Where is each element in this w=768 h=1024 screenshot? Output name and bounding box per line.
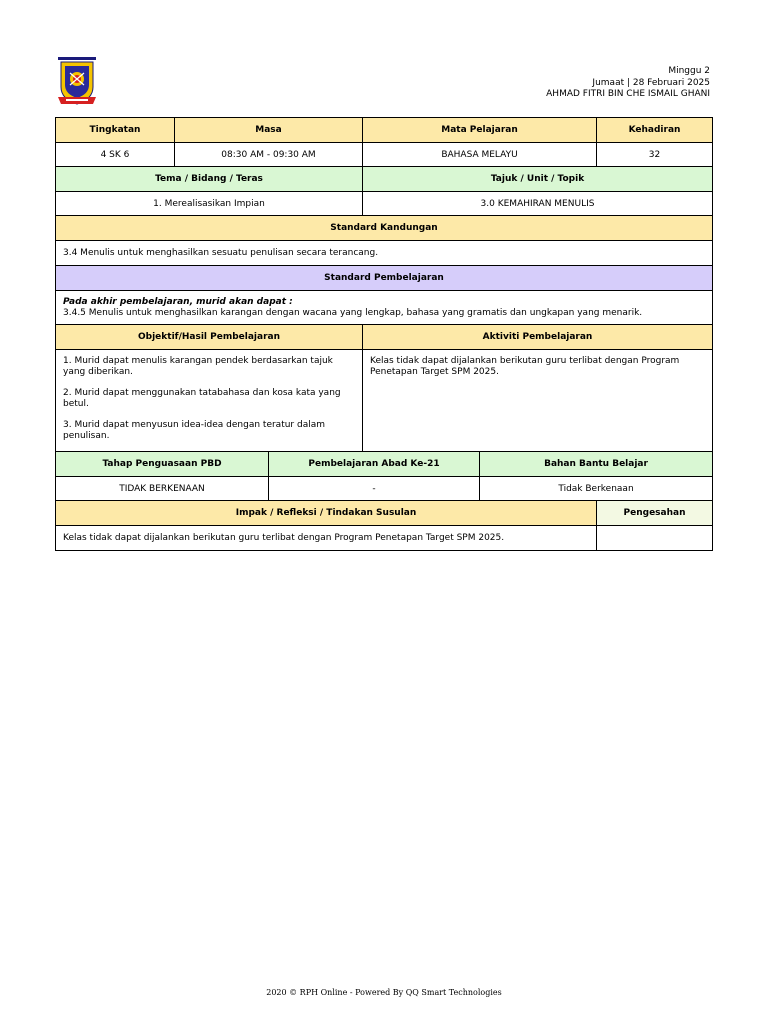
footer-credit: 2020 © RPH Online - Powered By QQ Smart Technologies	[266, 988, 502, 997]
mata-pelajaran-value: BAHASA MELAYU	[363, 143, 597, 167]
lesson-plan-table	[55, 117, 713, 551]
header-masa: Masa	[175, 118, 363, 143]
standard-pembelajaran-value: 3.4.5 Menulis untuk menghasilkan karangan dengan wacana yang lengkap, bahasa yang gramatis dan ungkapan yang menarik.	[63, 307, 643, 318]
pengesahan-label: Pengesahan	[597, 501, 713, 526]
objektif-item: 2. Murid dapat menggunakan tatabahasa dan kosa kata yang betul.	[63, 388, 341, 409]
objektif-list	[56, 350, 363, 452]
aktiviti-label: Aktiviti Pembelajaran	[363, 325, 713, 350]
header-kehadiran: Kehadiran	[597, 118, 713, 143]
week-label: Minggu 2	[668, 66, 710, 76]
tema-label: Tema / Bidang / Teras	[56, 167, 363, 192]
impak-label: Impak / Refleksi / Tindakan Susulan	[56, 501, 597, 526]
header-tingkatan: Tingkatan	[56, 118, 175, 143]
standard-pembelajaran-cell	[56, 291, 713, 325]
pbd-value: TIDAK BERKENAAN	[56, 477, 269, 501]
masa-value: 08:30 AM - 09:30 AM	[175, 143, 363, 167]
school-crest-logo	[57, 57, 97, 107]
objektif-label: Objektif/Hasil Pembelajaran	[56, 325, 363, 350]
standard-pembelajaran-label: Standard Pembelajaran	[56, 266, 713, 291]
abad21-value: -	[269, 477, 480, 501]
standard-kandungan-label: Standard Kandungan	[56, 216, 713, 241]
pengesahan-value	[597, 526, 713, 551]
tingkatan-value: 4 SK 6	[56, 143, 175, 167]
date-label: Jumaat | 28 Februari 2025	[592, 77, 710, 88]
impak-value: Kelas tidak dapat dijalankan berikutan guru terlibat dengan Program Penetapan Target SPM 2025.	[56, 526, 597, 551]
tajuk-label: Tajuk / Unit / Topik	[363, 167, 713, 192]
header-info	[546, 66, 710, 101]
pbd-label: Tahap Penguasaan PBD	[56, 452, 269, 477]
tema-value: 1. Merealisasikan Impian	[56, 192, 363, 216]
standard-kandungan-value: 3.4 Menulis untuk menghasilkan sesuatu penulisan secara terancang.	[56, 241, 713, 266]
bbb-label: Bahan Bantu Belajar	[480, 452, 713, 477]
objektif-item: 3. Murid dapat menyusun idea-idea dengan teratur dalam penulisan.	[63, 420, 326, 441]
teacher-name: AHMAD FITRI BIN CHE ISMAIL GHANI	[546, 89, 710, 99]
header-mata-pelajaran: Mata Pelajaran	[363, 118, 597, 143]
kehadiran-value: 32	[597, 143, 713, 167]
abad21-label: Pembelajaran Abad Ke-21	[269, 452, 480, 477]
tajuk-value: 3.0 KEMAHIRAN MENULIS	[363, 192, 713, 216]
standard-pembelajaran-intro: Pada akhir pembelajaran, murid akan dapat :	[63, 296, 293, 307]
bbb-value: Tidak Berkenaan	[480, 477, 713, 501]
aktiviti-value: Kelas tidak dapat dijalankan berikutan guru terlibat dengan Program Penetapan Target SPM 2025.	[363, 350, 713, 452]
objektif-item: 1. Murid dapat menulis karangan pendek berdasarkan tajuk yang diberikan.	[63, 356, 333, 377]
